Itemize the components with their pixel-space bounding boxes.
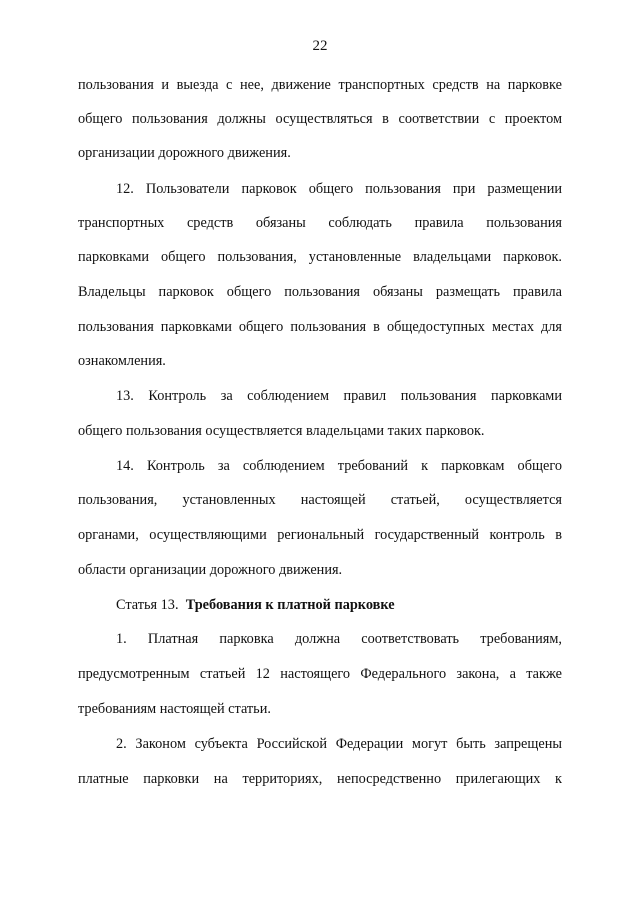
text-line: 12. Пользователи парковок общего пользования при размещении [116, 181, 562, 197]
text-line: парковками общего пользования, установленные владельцами парковок. [78, 249, 562, 265]
text-line: платные парковки на территориях, непосредственно прилегающих к [78, 771, 562, 787]
article-title: Требования к платной парковке [185, 597, 395, 613]
article-label: Статья 13. [116, 597, 179, 613]
text-line: 14. Контроль за соблюдением требований к парковкам общего [116, 458, 562, 474]
text-line: ознакомления. [78, 353, 166, 369]
text-line: транспортных средств обязаны соблюдать правила пользования [78, 215, 562, 231]
article-heading [116, 596, 395, 614]
text-line: организации дорожного движения. [78, 145, 291, 161]
text-line: Владельцы парковок общего пользования обязаны размещать правила [78, 284, 562, 300]
text-line: пользования, установленных настоящей статьей, осуществляется [78, 492, 562, 508]
text-line: пользования и выезда с нее, движение транспортных средств на парковке [78, 77, 562, 93]
text-line: 13. Контроль за соблюдением правил пользования парковками [116, 388, 562, 404]
text-line: области организации дорожного движения. [78, 562, 343, 578]
text-line: органами, осуществляющими региональный государственный контроль в [78, 527, 562, 543]
text-line: общего пользования должны осуществляться в соответствии с проектом [78, 111, 562, 127]
text-line: предусмотренным статьей 12 настоящего Федерального закона, а также [78, 666, 562, 682]
text-line: требованиям настоящей статьи. [78, 701, 271, 717]
text-line: 1. Платная парковка должна соответствовать требованиям, [116, 631, 562, 647]
text-line: пользования парковками общего пользования в общедоступных местах для [78, 319, 562, 335]
text-line: общего пользования осуществляется владельцами таких парковок. [78, 423, 485, 439]
page-number: 22 [312, 38, 328, 54]
text-line: 2. Законом субъекта Российской Федерации могут быть запрещены [116, 736, 562, 752]
